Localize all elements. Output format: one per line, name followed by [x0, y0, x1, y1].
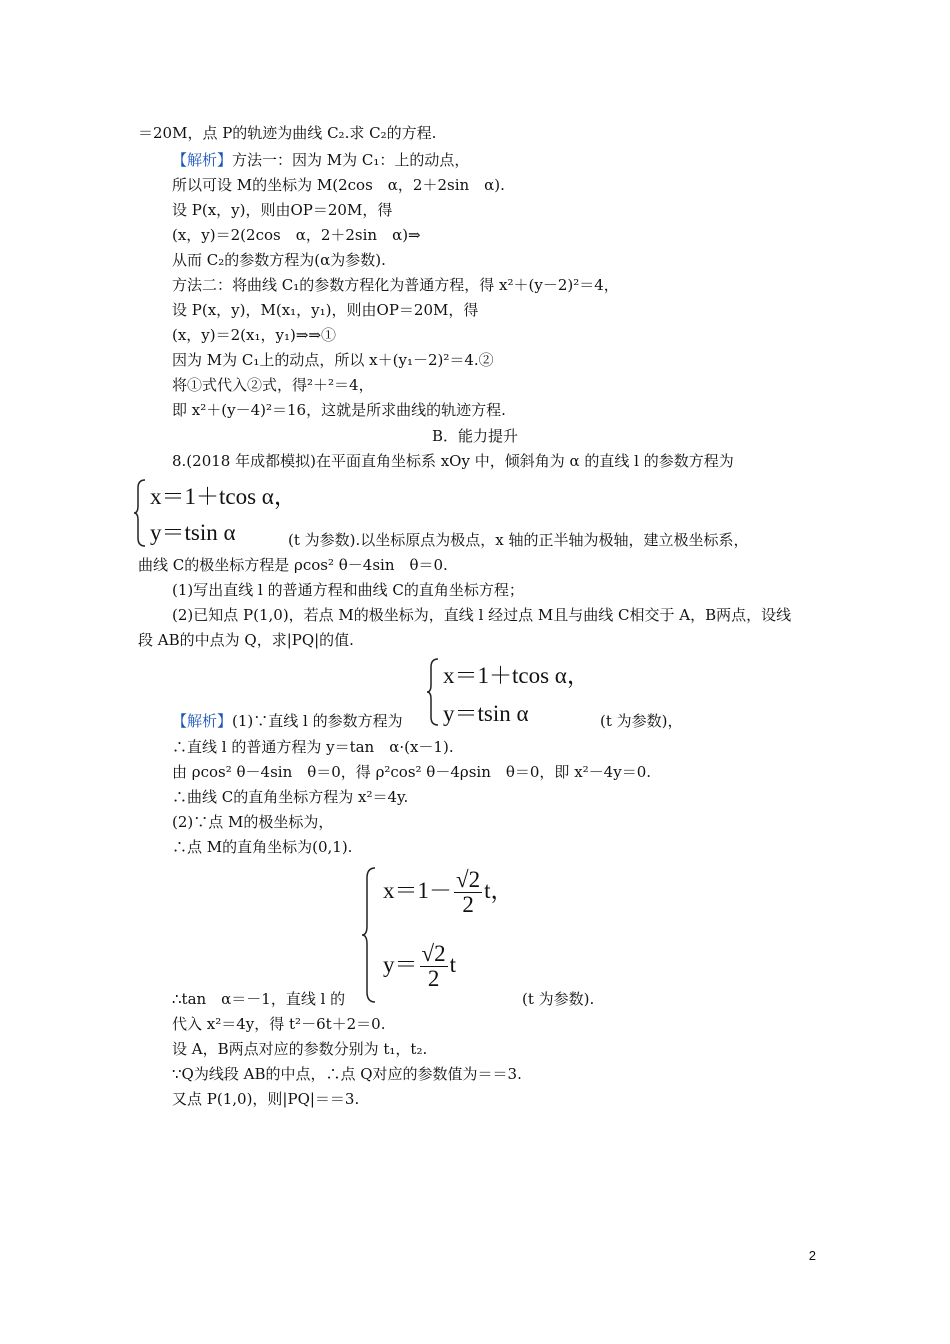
denominator: 2 — [427, 966, 440, 991]
text-line: 又点 P(1,0)，则|PQ|＝＝3. — [172, 1090, 360, 1108]
text-line: 方法二：将曲线 C₁的参数方程化为普通方程，得 x²＋(y－2)²＝4， — [172, 276, 619, 294]
text-line: 将①式代入②式，得²＋²＝4， — [172, 376, 374, 394]
page-number: 2 — [808, 1248, 816, 1263]
text-line: 即 x²＋(y－4)²＝16，这就是所求曲线的轨迹方程. — [172, 401, 506, 419]
text-line: 因为 M为 C₁上的动点，所以 x＋(y₁－2)²＝4.② — [172, 351, 494, 369]
equation-row: x＝1＋tcos α， — [443, 663, 590, 688]
denominator: 2 — [462, 892, 474, 917]
text-line: (x，y)＝2(2cos α，2＋2sin α)⇒ — [172, 226, 421, 244]
math-text: t， — [484, 877, 514, 903]
text-line: 由 ρcos² θ－4sin θ＝0，得 ρ²cos² θ－4ρsin θ＝0，即 x²－4y＝0. — [172, 763, 652, 781]
brace-icon — [133, 478, 147, 548]
equation-system — [383, 866, 563, 1004]
text-line: 设 P(x，y)，M(x₁，y₁)，则由OP＝20M，得 — [172, 301, 479, 319]
numerator: √2 — [421, 941, 446, 966]
text-span: 方法一：因为 M为 C₁：上的动点， — [232, 151, 470, 169]
text-line: ∴点 M的直角坐标为(0,1). — [172, 838, 353, 856]
equation-row — [383, 942, 456, 991]
analysis-tag: 【解析】 — [172, 712, 233, 730]
equation-row — [383, 868, 514, 917]
text-line: (t 为参数). — [522, 990, 595, 1008]
text-line: (2)∵点 M的极坐标为， — [172, 813, 334, 831]
text-line: ∴tan α＝－1，直线 l 的 — [172, 990, 346, 1008]
fraction — [420, 942, 448, 991]
equation-row: y＝tsin α — [150, 520, 236, 545]
text-line: 设 A，B两点对应的参数分别为 t₁，t₂. — [172, 1040, 428, 1058]
text-line: (x，y)＝2(x₁，y₁)⇒⇒① — [172, 326, 336, 344]
text-line: ＝20M，点 P的轨迹为曲线 C₂.求 C₂的方程. — [138, 124, 437, 142]
text-span: (1)∵直线 l 的参数方程为 — [232, 712, 403, 730]
section-heading: B．能力提升 — [431, 427, 519, 445]
text-line — [172, 150, 469, 170]
equation-row: x＝1＋tcos α， — [150, 484, 297, 509]
text-line — [172, 711, 403, 731]
text-line: (t 为参数)， — [600, 712, 683, 730]
fraction — [454, 868, 482, 917]
text-line: 曲线 C的极坐标方程是 ρcos² θ－4sin θ＝0. — [138, 556, 448, 574]
text-line: ∵Q为线段 AB的中点，∴点 Q对应的参数值为＝＝3. — [172, 1065, 522, 1083]
math-text: t — [449, 951, 457, 977]
equation-row: y＝tsin α — [443, 701, 529, 726]
text-line: 代入 x²＝4y，得 t²－6t＋2＝0. — [172, 1015, 386, 1033]
text-line: ∴曲线 C的直角坐标方程为 x²＝4y. — [172, 788, 409, 806]
text-line: ∴直线 l 的普通方程为 y＝tan α·(x－1). — [172, 738, 454, 756]
brace-icon — [361, 866, 377, 1004]
question-text: 8.(2018 年成都模拟)在平面直角坐标系 xOy 中，倾斜角为 α 的直线 l 的参数方程为 — [172, 452, 734, 470]
text-line: 从而 C₂的参数方程为(α为参数). — [172, 251, 386, 269]
brace-icon — [426, 657, 440, 727]
analysis-tag: 【解析】 — [172, 151, 233, 169]
text-line: (t 为参数).以坐标原点为极点，x 轴的正半轴为极轴，建立极坐标系， — [288, 531, 749, 549]
text-line: (2)已知点 P(1,0)，若点 M的极坐标为，直线 l 经过点 M且与曲线 C相交于 A，B两点，设线 — [172, 606, 792, 624]
text-line: 所以可设 M的坐标为 M(2cos α，2＋2sin α). — [172, 176, 505, 194]
math-text: y＝ — [383, 951, 418, 977]
text-line: 设 P(x，y)，则由OP＝20M，得 — [172, 201, 393, 219]
numerator: √2 — [456, 867, 481, 892]
text-line: 段 AB的中点为 Q，求|PQ|的值. — [138, 631, 354, 649]
math-text: x＝1－ — [383, 877, 452, 903]
text-line: (1)写出直线 l 的普通方程和曲线 C的直角坐标方程； — [172, 581, 524, 599]
